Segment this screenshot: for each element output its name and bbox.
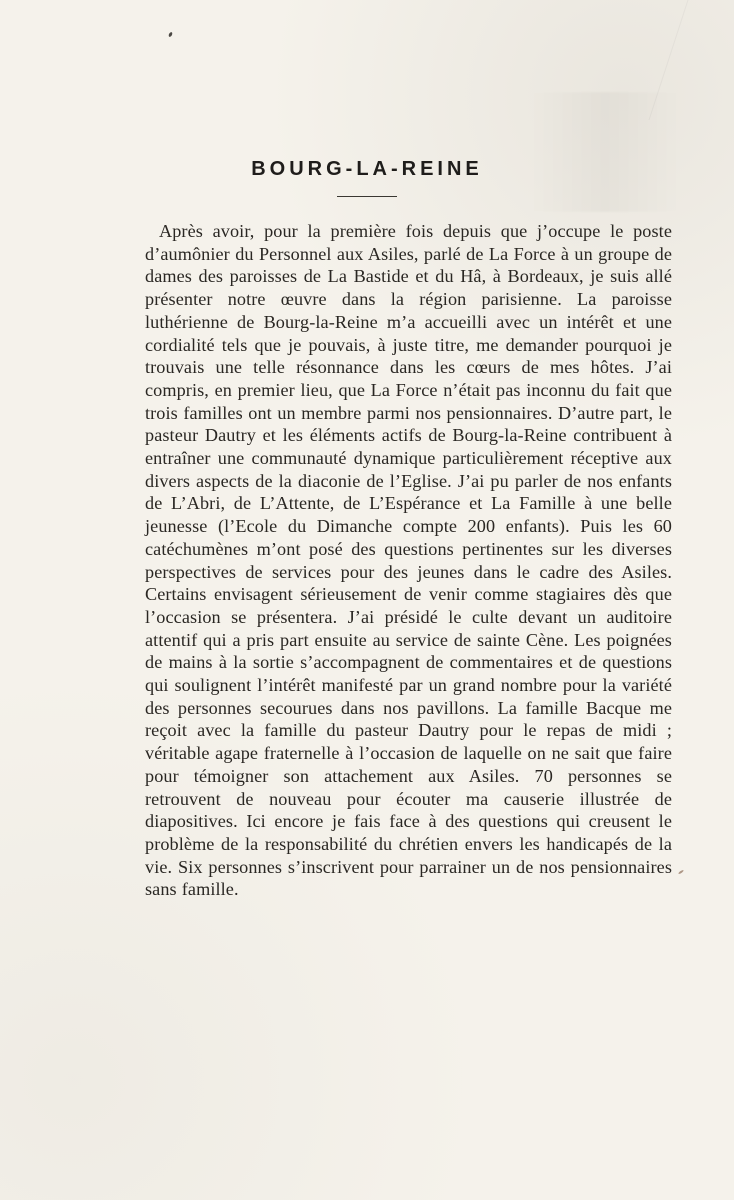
- show-through-area: [520, 92, 690, 212]
- ink-speck-side: [678, 869, 684, 874]
- document-title: BOURG-LA-REINE: [251, 158, 483, 180]
- title-underline: [337, 196, 397, 197]
- body-paragraph: Après avoir, pour la première fois depuis que j’occupe le poste d’aumônier du Personnel aux Asiles, parlé de La Force à un groupe de dames des paroisses de La Bastide et du Hâ, à Bordeaux, je suis allé présenter notre œuvre dans la région parisienne. La paroisse luthérienne de Bourg-la-Reine m’a accueilli avec un intérêt et une cordialité tels que je pouvais, à juste titre, me demander pourquoi je trouvais une telle résonnance dans les cœurs de mes hôtes. J’ai compris, en premier lieu, que La Force n’était pas inconnu du fait que trois familles ont un membre parmi nos pensionnaires. D’autre part, le pasteur Dautry et les éléments actifs de Bourg-la-Reine contribuent à entraîner une communauté dynamique particulièrement réceptive aux divers aspects de la diaconie de l’Eglise. J’ai pu parler de nos enfants de L’Abri, de L’Attente, de L’Espérance et La Famille à une belle jeunesse (l’Ecole du Dimanche compte 200 enfants). Puis les 60 catéchumènes m’ont posé des questions pertinentes sur les diverses perspectives de services pour des jeunes dans le cadre des Asiles. Certains envisagent sérieusement de venir comme stagiaires dès que l’occasion se présentera. J’ai présidé le culte devant un auditoire attentif qui a pris part ensuite au service de sainte Cène. Les poignées de mains à la sortie s’accompagnent de commentaires et de questions qui soulignent l’intérêt manifesté par un grand nombre pour la variété des personnes secourues dans nos pavillons. La famille Bacque me reçoit avec la famille du pasteur Dautry pour le repas de midi ; véritable agape fraternelle à l’occasion de laquelle on ne sait que faire pour témoigner son attachement aux Asiles. 70 personnes se retrouvent de nouveau pour écouter ma causerie illustrée de diapositives. Ici encore je fais face à des questions qui creusent le problème de la responsabilité du chrétien envers les handicapés de la vie. Six personnes s’inscrivent pour parrainer un de nos pensionnaires sans famille.: [145, 221, 672, 900]
- ink-speck-top: [168, 32, 173, 38]
